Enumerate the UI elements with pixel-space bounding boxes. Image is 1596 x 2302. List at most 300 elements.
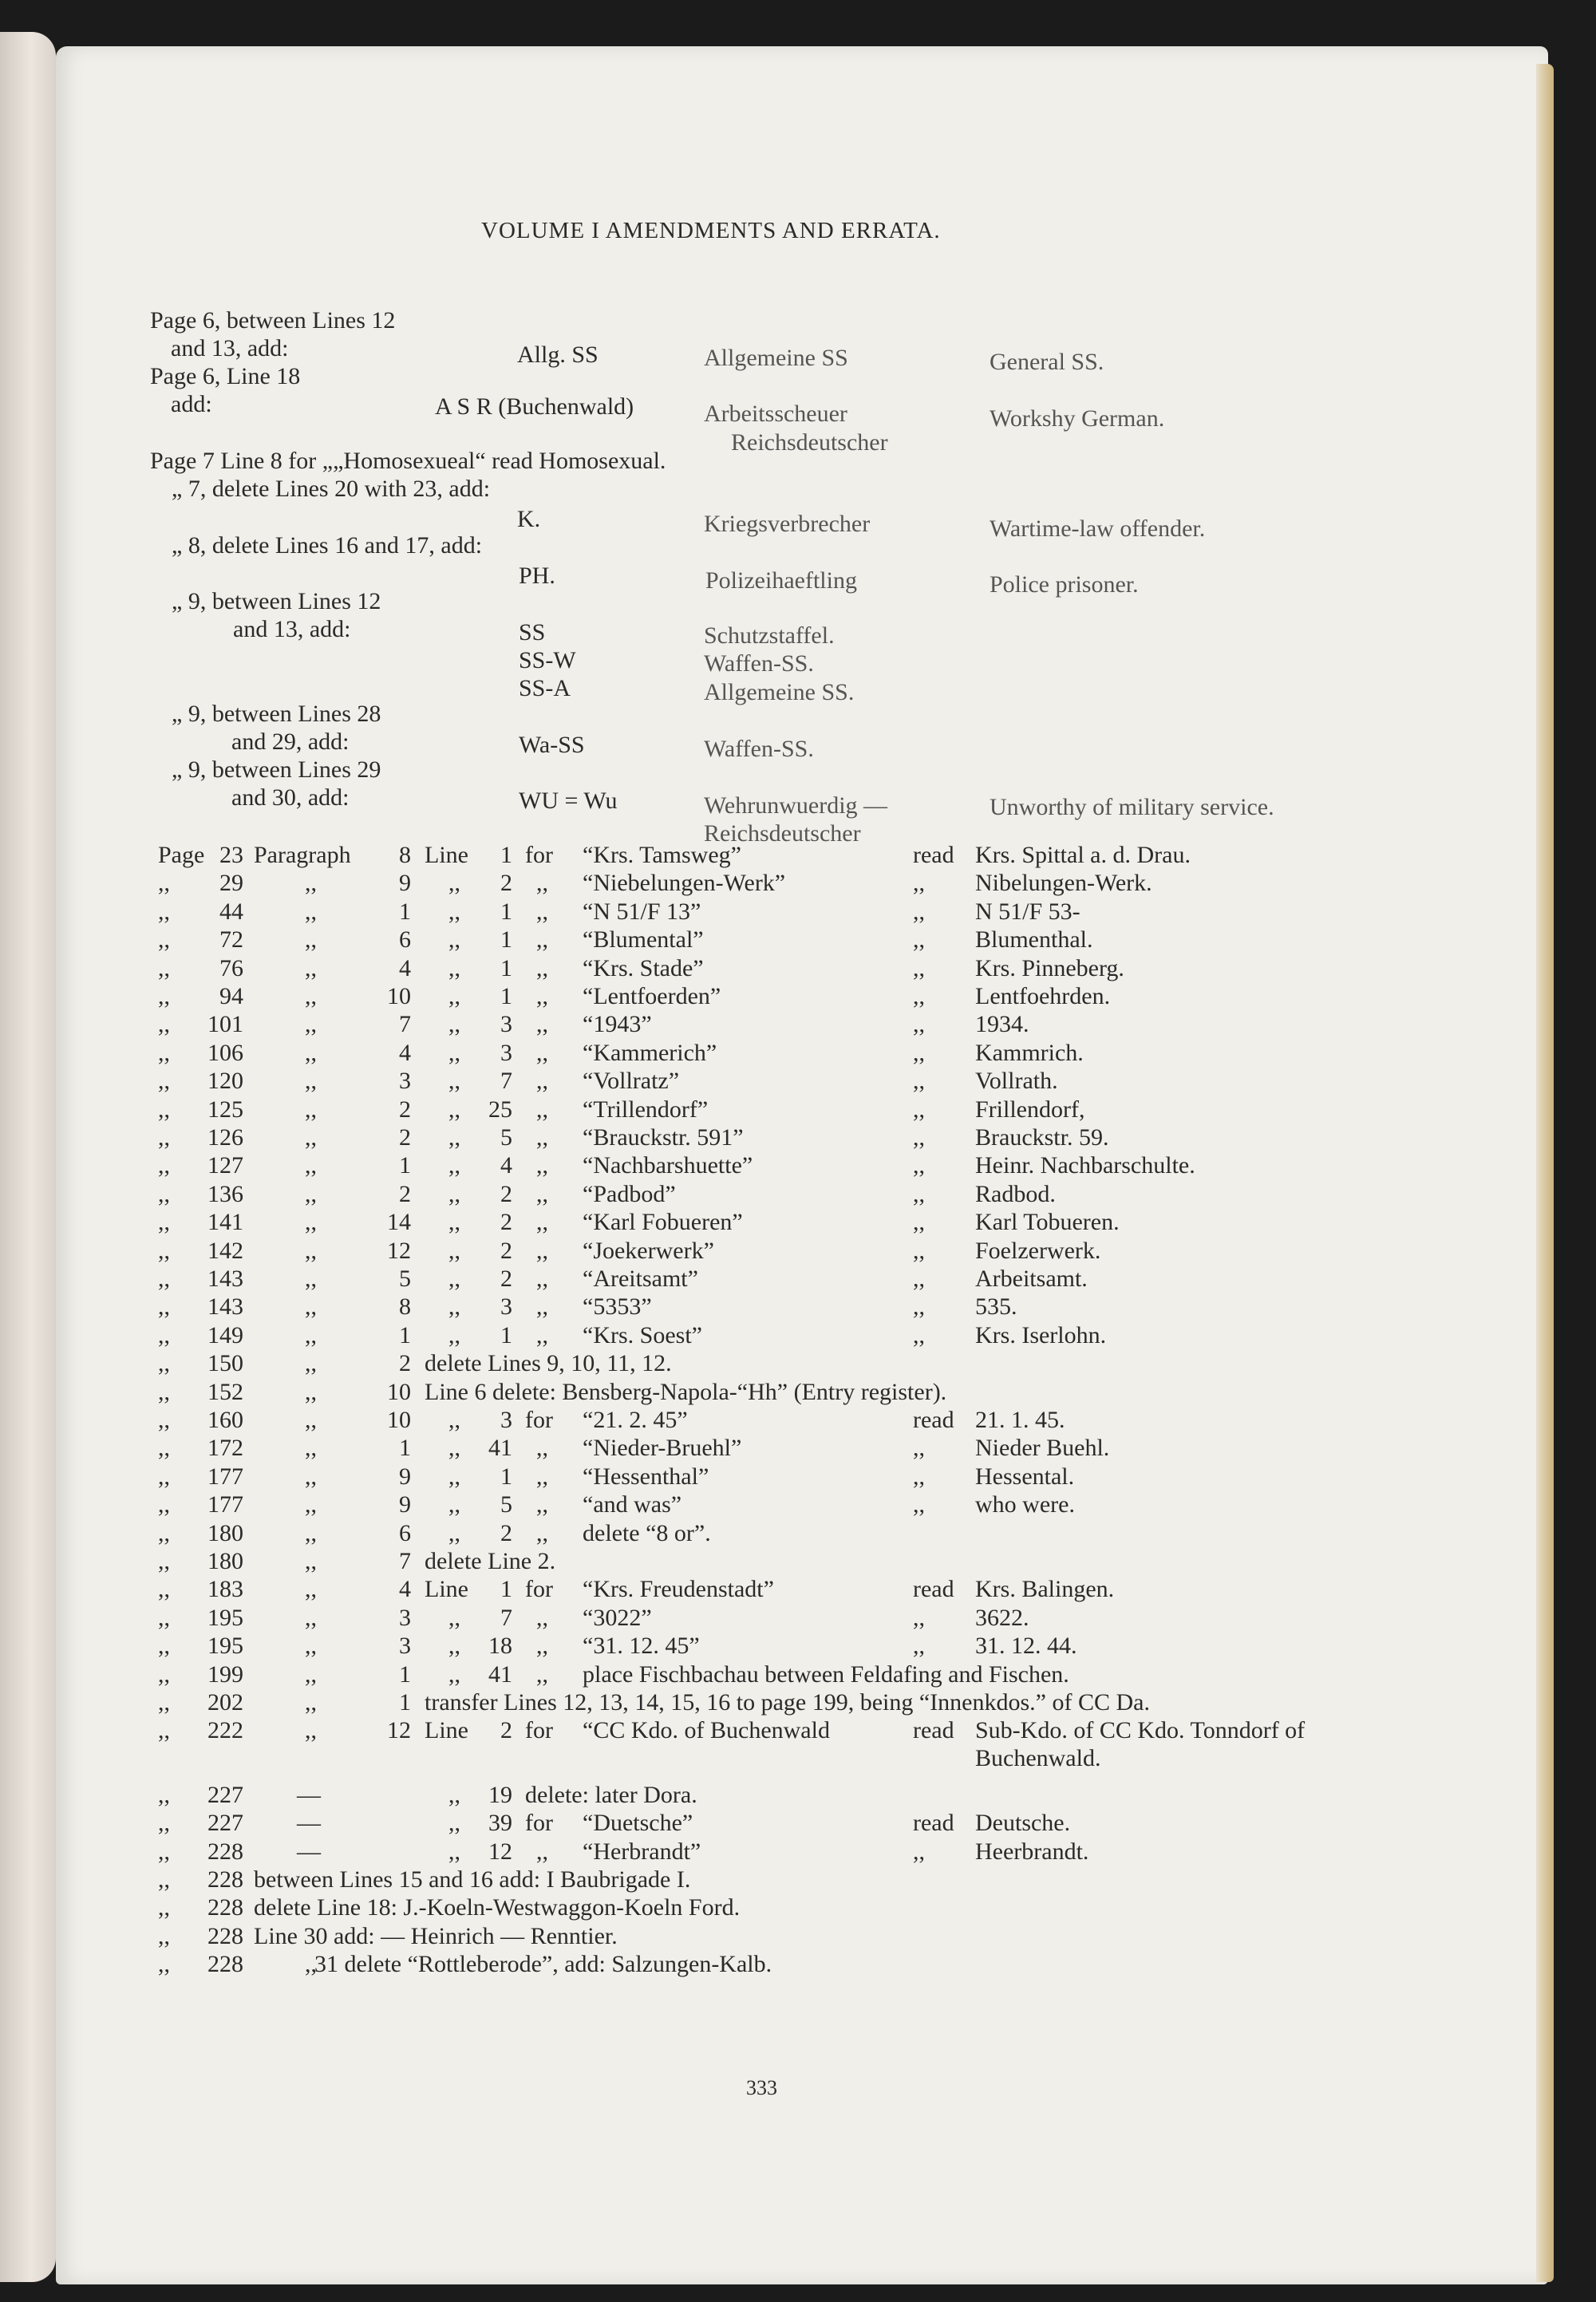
cell-i: ,, <box>913 1321 925 1348</box>
cell-j: Sub-Kdo. of CC Kdo. Tonndorf of <box>975 1717 1306 1744</box>
cell-d: 4 <box>399 1576 411 1603</box>
cell-g: ,, <box>536 1152 548 1179</box>
cell-f: 4 <box>500 1152 512 1179</box>
cell-b: 222 <box>207 1717 243 1744</box>
cell-c: ,, <box>305 1180 317 1207</box>
cell-i: ,, <box>913 1124 925 1151</box>
cell-e: ,, <box>448 898 460 925</box>
cell-i: ,, <box>913 1435 925 1462</box>
cell-j: Nibelungen-Werk. <box>975 870 1152 897</box>
cell-j: 1934. <box>975 1011 1029 1038</box>
cell-b: 172 <box>207 1435 243 1462</box>
cell-g: ,, <box>536 1209 548 1236</box>
cell-g: for <box>525 842 553 868</box>
cell-d: 2 <box>399 1350 411 1377</box>
cell-f: 18 <box>488 1633 512 1660</box>
cell-g: ,, <box>536 1039 548 1066</box>
addition-english: Unworthy of military service. <box>990 794 1274 820</box>
cell-f: 25 <box>488 1096 512 1123</box>
cell-f: 1 <box>500 954 512 981</box>
cell-h: “Blumental” <box>583 926 704 954</box>
cell-c: ,, <box>305 1604 317 1631</box>
cell-i: ,, <box>913 1237 925 1264</box>
addition-ref: „ 9, between Lines 12 <box>172 588 381 614</box>
cell-d: 7 <box>399 1548 411 1574</box>
cell-h: “Karl Fobueren” <box>583 1209 743 1236</box>
addition-ref: add: <box>171 391 212 417</box>
cell-f: 7 <box>500 1604 512 1631</box>
cell-e: ,, <box>448 1293 460 1321</box>
cell-h: “Trillendorf” <box>583 1096 709 1123</box>
cell-f: 2 <box>500 1209 512 1236</box>
cell-h: “Joekerwerk” <box>583 1237 714 1264</box>
cell-b: 228 <box>207 1951 243 1978</box>
cell-i: ,, <box>913 1039 925 1066</box>
cell-a: ,, <box>158 1378 170 1405</box>
cell-a: ,, <box>158 1548 170 1574</box>
cell-a: ,, <box>158 1951 170 1978</box>
cell-b: 227 <box>207 1781 243 1808</box>
cell-b: 142 <box>207 1237 243 1264</box>
cell-a: ,, <box>158 1407 170 1433</box>
cell-j: Radbod. <box>975 1180 1056 1207</box>
cell-i: ,, <box>913 1209 925 1236</box>
cell-c: ,, <box>305 1152 317 1179</box>
cell-b: 199 <box>207 1660 243 1688</box>
cell-c0: between Lines 15 and 16 add: I Baubrigade I. <box>254 1866 691 1893</box>
cell-h: place Fischbachau between Feldafing and Fischen. <box>583 1660 1069 1688</box>
cell-h: “CC Kdo. of Buchenwald <box>583 1717 830 1744</box>
cell-a: ,, <box>158 1096 170 1123</box>
cell-f: 41 <box>488 1660 512 1688</box>
cell-a: ,, <box>158 926 170 954</box>
cell-a: ,, <box>158 1491 170 1518</box>
cell-b: 141 <box>207 1209 243 1236</box>
cell-e: ,, <box>448 1321 460 1348</box>
cell-g: for <box>525 1810 553 1837</box>
cell-a: ,, <box>158 954 170 981</box>
cell-a: ,, <box>158 898 170 925</box>
cell-h: delete “8 or”. <box>583 1519 711 1546</box>
addition-german: Waffen-SS. <box>704 650 814 677</box>
cell-a: ,, <box>158 1633 170 1660</box>
cell-e: ,, <box>448 1810 460 1837</box>
cell-g: ,, <box>536 1463 548 1490</box>
cell-f: 3 <box>500 1039 512 1066</box>
cell-f: 1 <box>500 1576 512 1603</box>
cell-i: ,, <box>913 1604 925 1631</box>
addition-german: Waffen-SS. <box>704 736 814 762</box>
cell-h: “Areitsamt” <box>583 1266 698 1292</box>
addition-english: General SS. <box>990 349 1104 375</box>
cell-j: 3622. <box>975 1604 1029 1631</box>
cell-f: 5 <box>500 1491 512 1518</box>
cell-j: Arbeitsamt. <box>975 1266 1088 1292</box>
cell-e: ,, <box>448 1604 460 1631</box>
addition-german: Reichsdeutscher <box>731 429 888 456</box>
addition-abbr: SS-W <box>519 647 576 673</box>
cell-f: 2 <box>500 870 512 897</box>
cell-h: “21. 2. 45” <box>583 1407 688 1433</box>
cell-c: ,, <box>305 1266 317 1292</box>
cell-a: ,, <box>158 1894 170 1921</box>
cell-h: “Krs. Tamsweg” <box>583 842 741 868</box>
addition-german: Allgemeine SS <box>704 345 848 371</box>
cell-b: 120 <box>207 1068 243 1095</box>
page-number: 333 <box>746 2076 777 2099</box>
cell-b: 127 <box>207 1152 243 1179</box>
addition-english: Police prisoner. <box>990 571 1139 598</box>
cell-e: ,, <box>448 926 460 954</box>
cell-f: 2 <box>500 1237 512 1264</box>
cell-j: who were. <box>975 1491 1075 1518</box>
cell-e: Line <box>425 1717 468 1744</box>
cell-a: ,, <box>158 1576 170 1603</box>
cell-b: 195 <box>207 1633 243 1660</box>
cell-j: Frillendorf, <box>975 1096 1085 1123</box>
cell-a: ,, <box>158 1321 170 1348</box>
cell-h: “Krs. Stade” <box>583 954 704 981</box>
cell-c: ,, <box>305 954 317 981</box>
cell-i: ,, <box>913 983 925 1009</box>
cell-d: 3 <box>399 1068 411 1095</box>
cell-d: 10 <box>387 983 411 1009</box>
cell-a: ,, <box>158 1180 170 1207</box>
facing-page-edge <box>0 32 56 2282</box>
cell-b: 180 <box>207 1519 243 1546</box>
cell-h: “3022” <box>583 1604 652 1631</box>
cell-c0: delete Line 18: J.-Koeln-Westwaggon-Koeln Ford. <box>254 1894 741 1921</box>
cell-g: ,, <box>536 1633 548 1660</box>
cell-h: “Krs. Soest” <box>583 1321 702 1348</box>
addition-german: Allgemeine SS. <box>704 679 855 705</box>
cell-e: ,, <box>448 1039 460 1066</box>
cell-b: 44 <box>219 898 243 925</box>
cell-c: ,, <box>305 926 317 954</box>
addition-abbr: Wa-SS <box>519 732 585 758</box>
cell-c0: Line 30 add: — Heinrich — Renntier. <box>254 1922 618 1949</box>
cell-f: 19 <box>488 1781 512 1808</box>
cell-j: Heinr. Nachbarschulte. <box>975 1152 1195 1179</box>
cell-d: 1 <box>399 898 411 925</box>
cell-c: ,, <box>305 1096 317 1123</box>
cell-i: ,, <box>913 1180 925 1207</box>
cell-g: ,, <box>536 1068 548 1095</box>
cell-b: 149 <box>207 1321 243 1348</box>
cell-d: 1 <box>399 1689 411 1716</box>
cell-h: “Nachbarshuette” <box>583 1152 753 1179</box>
addition-ref: Page 7 Line 8 for „„Homosexueal“ read Homosexual. <box>150 448 666 474</box>
cell-c: ,, <box>305 1124 317 1151</box>
cell-b: 23 <box>219 842 243 868</box>
cell-g: ,, <box>536 870 548 897</box>
cell-f: 3 <box>500 1011 512 1038</box>
cell-d: 12 <box>387 1237 411 1264</box>
cell-g: for <box>525 1407 553 1433</box>
cell-a: ,, <box>158 1237 170 1264</box>
cell-d: 9 <box>399 1491 411 1518</box>
cell-c: ,, <box>305 1633 317 1660</box>
cell-c: ,, <box>305 1548 317 1574</box>
cell-b: 183 <box>207 1576 243 1603</box>
cell-i: read <box>913 1717 954 1744</box>
cell-g: ,, <box>536 1124 548 1151</box>
cell-c: ,, <box>305 1321 317 1348</box>
cell-f: 1 <box>500 1321 512 1348</box>
cell-j: Hessental. <box>975 1463 1075 1490</box>
addition-ref: „ 7, delete Lines 20 with 23, add: <box>172 476 491 502</box>
cell-f: 1 <box>500 983 512 1009</box>
cell-c: ,, <box>305 1068 317 1095</box>
cell-e: ,, <box>448 1660 460 1688</box>
cell-c: ,, <box>305 1011 317 1038</box>
cell-rest: transfer Lines 12, 13, 14, 15, 16 to page 199, being “Innenkdos.” of CC Da. <box>425 1689 1150 1716</box>
cell-d0: 31 delete “Rottleberode”, add: Salzungen-Kalb. <box>314 1951 772 1978</box>
cell-c: ,, <box>305 1435 317 1462</box>
cell-a: ,, <box>158 1519 170 1546</box>
addition-english: Wartime-law offender. <box>990 515 1206 542</box>
cell-g: ,, <box>536 1321 548 1348</box>
cell-j: Deutsche. <box>975 1810 1071 1837</box>
cell-g: for <box>525 1717 553 1744</box>
cell-a: ,, <box>158 1660 170 1688</box>
cell-b: 29 <box>219 870 243 897</box>
cell-e: Line <box>425 842 468 868</box>
cell-i: ,, <box>913 1096 925 1123</box>
cell-g: ,, <box>536 1096 548 1123</box>
cell-c: ,, <box>305 1407 317 1433</box>
cell-j: Vollrath. <box>975 1068 1058 1095</box>
cell-a: ,, <box>158 1689 170 1716</box>
cell-j2: Buchenwald. <box>975 1745 1101 1772</box>
cell-b: 125 <box>207 1096 243 1123</box>
cell-f: 39 <box>488 1810 512 1837</box>
cell-e: ,, <box>448 1633 460 1660</box>
cell-f: 41 <box>488 1435 512 1462</box>
cell-i: ,, <box>913 1633 925 1660</box>
cell-e: ,, <box>448 1124 460 1151</box>
cell-b: 228 <box>207 1894 243 1921</box>
cell-a: Page <box>158 842 205 868</box>
cell-i: ,, <box>913 1266 925 1292</box>
cell-g: ,, <box>536 1180 548 1207</box>
addition-abbr: WU = Wu <box>519 788 618 814</box>
cell-d: 14 <box>387 1209 411 1236</box>
cell-j: Krs. Iserlohn. <box>975 1321 1107 1348</box>
cell-d: 2 <box>399 1096 411 1123</box>
cell-g: ,, <box>536 1660 548 1688</box>
cell-h: “Lentfoerden” <box>583 983 721 1009</box>
cell-e: ,, <box>448 983 460 1009</box>
cell-e: ,, <box>448 1096 460 1123</box>
cell-g: ,, <box>536 954 548 981</box>
cell-c: ,, <box>305 1660 317 1688</box>
cell-j: Krs. Balingen. <box>975 1576 1115 1603</box>
cell-g: ,, <box>536 1491 548 1518</box>
cell-d: 1 <box>399 1660 411 1688</box>
cell-e: ,, <box>448 1463 460 1490</box>
cell-a: ,, <box>158 1266 170 1292</box>
cell-a: ,, <box>158 1068 170 1095</box>
cell-c: ,, <box>305 1519 317 1546</box>
cell-h: “5353” <box>583 1293 652 1321</box>
cell-g: for <box>525 1576 553 1603</box>
cell-d: 4 <box>399 1039 411 1066</box>
cell-c: ,, <box>305 1378 317 1405</box>
addition-abbr: K. <box>517 506 541 532</box>
cell-d: 1 <box>399 1152 411 1179</box>
cell-b: 228 <box>207 1866 243 1893</box>
cell-e: ,, <box>448 870 460 897</box>
cell-i: ,, <box>913 1491 925 1518</box>
addition-abbr: PH. <box>519 563 555 589</box>
cell-c: ,, <box>305 1350 317 1377</box>
cell-e: Line <box>425 1576 468 1603</box>
cell-h: “Herbrandt” <box>583 1838 701 1865</box>
cell-j: Foelzerwerk. <box>975 1237 1101 1264</box>
cell-b: 180 <box>207 1548 243 1574</box>
cell-d: 3 <box>399 1604 411 1631</box>
cell-e: ,, <box>448 1152 460 1179</box>
cell-a: ,, <box>158 1838 170 1865</box>
cell-f: 3 <box>500 1407 512 1433</box>
cell-i: ,, <box>913 870 925 897</box>
addition-ref: „ 9, between Lines 29 <box>172 756 381 783</box>
cell-c: ,, <box>305 1039 317 1066</box>
cell-g: ,, <box>536 1237 548 1264</box>
cell-d: 2 <box>399 1180 411 1207</box>
cell-a: ,, <box>158 1350 170 1377</box>
cell-h: “Brauckstr. 591” <box>583 1124 744 1151</box>
cell-d: 6 <box>399 926 411 954</box>
cell-f: 2 <box>500 1717 512 1744</box>
cell-b: 195 <box>207 1604 243 1631</box>
cell-j: Karl Tobueren. <box>975 1209 1120 1236</box>
cell-h: “Kammerich” <box>583 1039 717 1066</box>
cell-a: ,, <box>158 1717 170 1744</box>
cell-a: ,, <box>158 1604 170 1631</box>
cell-g: ,, <box>536 1266 548 1292</box>
cell-j: 21. 1. 45. <box>975 1407 1065 1433</box>
cell-a: ,, <box>158 1781 170 1808</box>
addition-german: Schutzstaffel. <box>704 622 835 649</box>
cell-e: ,, <box>448 1491 460 1518</box>
cell-b: 143 <box>207 1293 243 1321</box>
cell-i: read <box>913 842 954 868</box>
cell-h: “and was” <box>583 1491 682 1518</box>
addition-abbr: A S R (Buchenwald) <box>435 393 634 420</box>
cell-d: 5 <box>399 1266 411 1292</box>
cell-g: ,, <box>536 1293 548 1321</box>
cell-e: ,, <box>448 1011 460 1038</box>
cell-f: 5 <box>500 1124 512 1151</box>
cell-i: ,, <box>913 1011 925 1038</box>
cell-e: ,, <box>448 1781 460 1808</box>
cell-g: ,, <box>536 898 548 925</box>
cell-b: 136 <box>207 1180 243 1207</box>
cell-i: read <box>913 1576 954 1603</box>
cell-i: ,, <box>913 954 925 981</box>
cell-j: Kammrich. <box>975 1039 1084 1066</box>
cell-d: 2 <box>399 1124 411 1151</box>
cell-a: ,, <box>158 1152 170 1179</box>
cell-b: 143 <box>207 1266 243 1292</box>
cell-b: 76 <box>219 954 243 981</box>
cell-a: ,, <box>158 1866 170 1893</box>
cell-f: 12 <box>488 1838 512 1865</box>
cell-h: “Krs. Freudenstadt” <box>583 1576 774 1603</box>
addition-english: Workshy German. <box>990 405 1165 432</box>
cell-d: 7 <box>399 1011 411 1038</box>
cell-f: 3 <box>500 1293 512 1321</box>
addition-german: Kriegsverbrecher <box>704 511 871 537</box>
cell-b: 202 <box>207 1689 243 1716</box>
cell-b: 152 <box>207 1378 243 1405</box>
cell-j: Nieder Buehl. <box>975 1435 1110 1462</box>
cell-j: N 51/F 53- <box>975 898 1080 925</box>
page-title: VOLUME I AMENDMENTS AND ERRATA. <box>481 218 941 243</box>
cell-i: ,, <box>913 1152 925 1179</box>
cell-g: ,, <box>536 1519 548 1546</box>
cell-h: “Vollratz” <box>583 1068 680 1095</box>
addition-ref: „ 8, delete Lines 16 and 17, add: <box>172 532 483 559</box>
cell-f: 1 <box>500 926 512 954</box>
cell-rest: delete Line 2. <box>425 1548 556 1574</box>
cell-e: ,, <box>448 1435 460 1462</box>
cell-b: 177 <box>207 1463 243 1490</box>
cell-c: — <box>297 1810 321 1837</box>
cell-h: “N 51/F 13” <box>583 898 701 925</box>
cell-d: 10 <box>387 1407 411 1433</box>
cell-g: ,, <box>536 1604 548 1631</box>
cell-a: ,, <box>158 1435 170 1462</box>
addition-german: Reichsdeutscher <box>704 820 861 847</box>
cell-c: ,, <box>305 1237 317 1264</box>
cell-f: 2 <box>500 1266 512 1292</box>
cell-d: 9 <box>399 870 411 897</box>
cell-i: ,, <box>913 1838 925 1865</box>
cell-e: ,, <box>448 1407 460 1433</box>
cell-g: ,, <box>536 926 548 954</box>
cell-c: ,, <box>305 1491 317 1518</box>
cell-h: “Hessenthal” <box>583 1463 709 1490</box>
cell-b: 228 <box>207 1838 243 1865</box>
cell-b: 126 <box>207 1124 243 1151</box>
cell-j: Lentfoehrden. <box>975 983 1111 1009</box>
cell-c: ,, <box>305 898 317 925</box>
cell-b: 94 <box>219 983 243 1009</box>
cell-j: Krs. Pinneberg. <box>975 954 1124 981</box>
cell-d: 1 <box>399 1321 411 1348</box>
addition-ref: Page 6, between Lines 12 <box>150 307 396 334</box>
cell-d: 1 <box>399 1435 411 1462</box>
cell-d: 10 <box>387 1378 411 1405</box>
cell-h: “31. 12. 45” <box>583 1633 700 1660</box>
cell-b: 101 <box>207 1011 243 1038</box>
cell-g: ,, <box>536 983 548 1009</box>
cell-g: ,, <box>536 1011 548 1038</box>
cell-e: ,, <box>448 1237 460 1264</box>
addition-german: Wehrunwuerdig — <box>704 792 888 819</box>
cell-d: 8 <box>399 842 411 868</box>
cell-j: 535. <box>975 1293 1017 1321</box>
cell-j: Brauckstr. 59. <box>975 1124 1109 1151</box>
cell-h: “Nieder-Bruehl” <box>583 1435 742 1462</box>
cell-c: ,, <box>305 1463 317 1490</box>
cell-j: 31. 12. 44. <box>975 1633 1077 1660</box>
cell-f: 7 <box>500 1068 512 1095</box>
cell-g: ,, <box>536 1435 548 1462</box>
